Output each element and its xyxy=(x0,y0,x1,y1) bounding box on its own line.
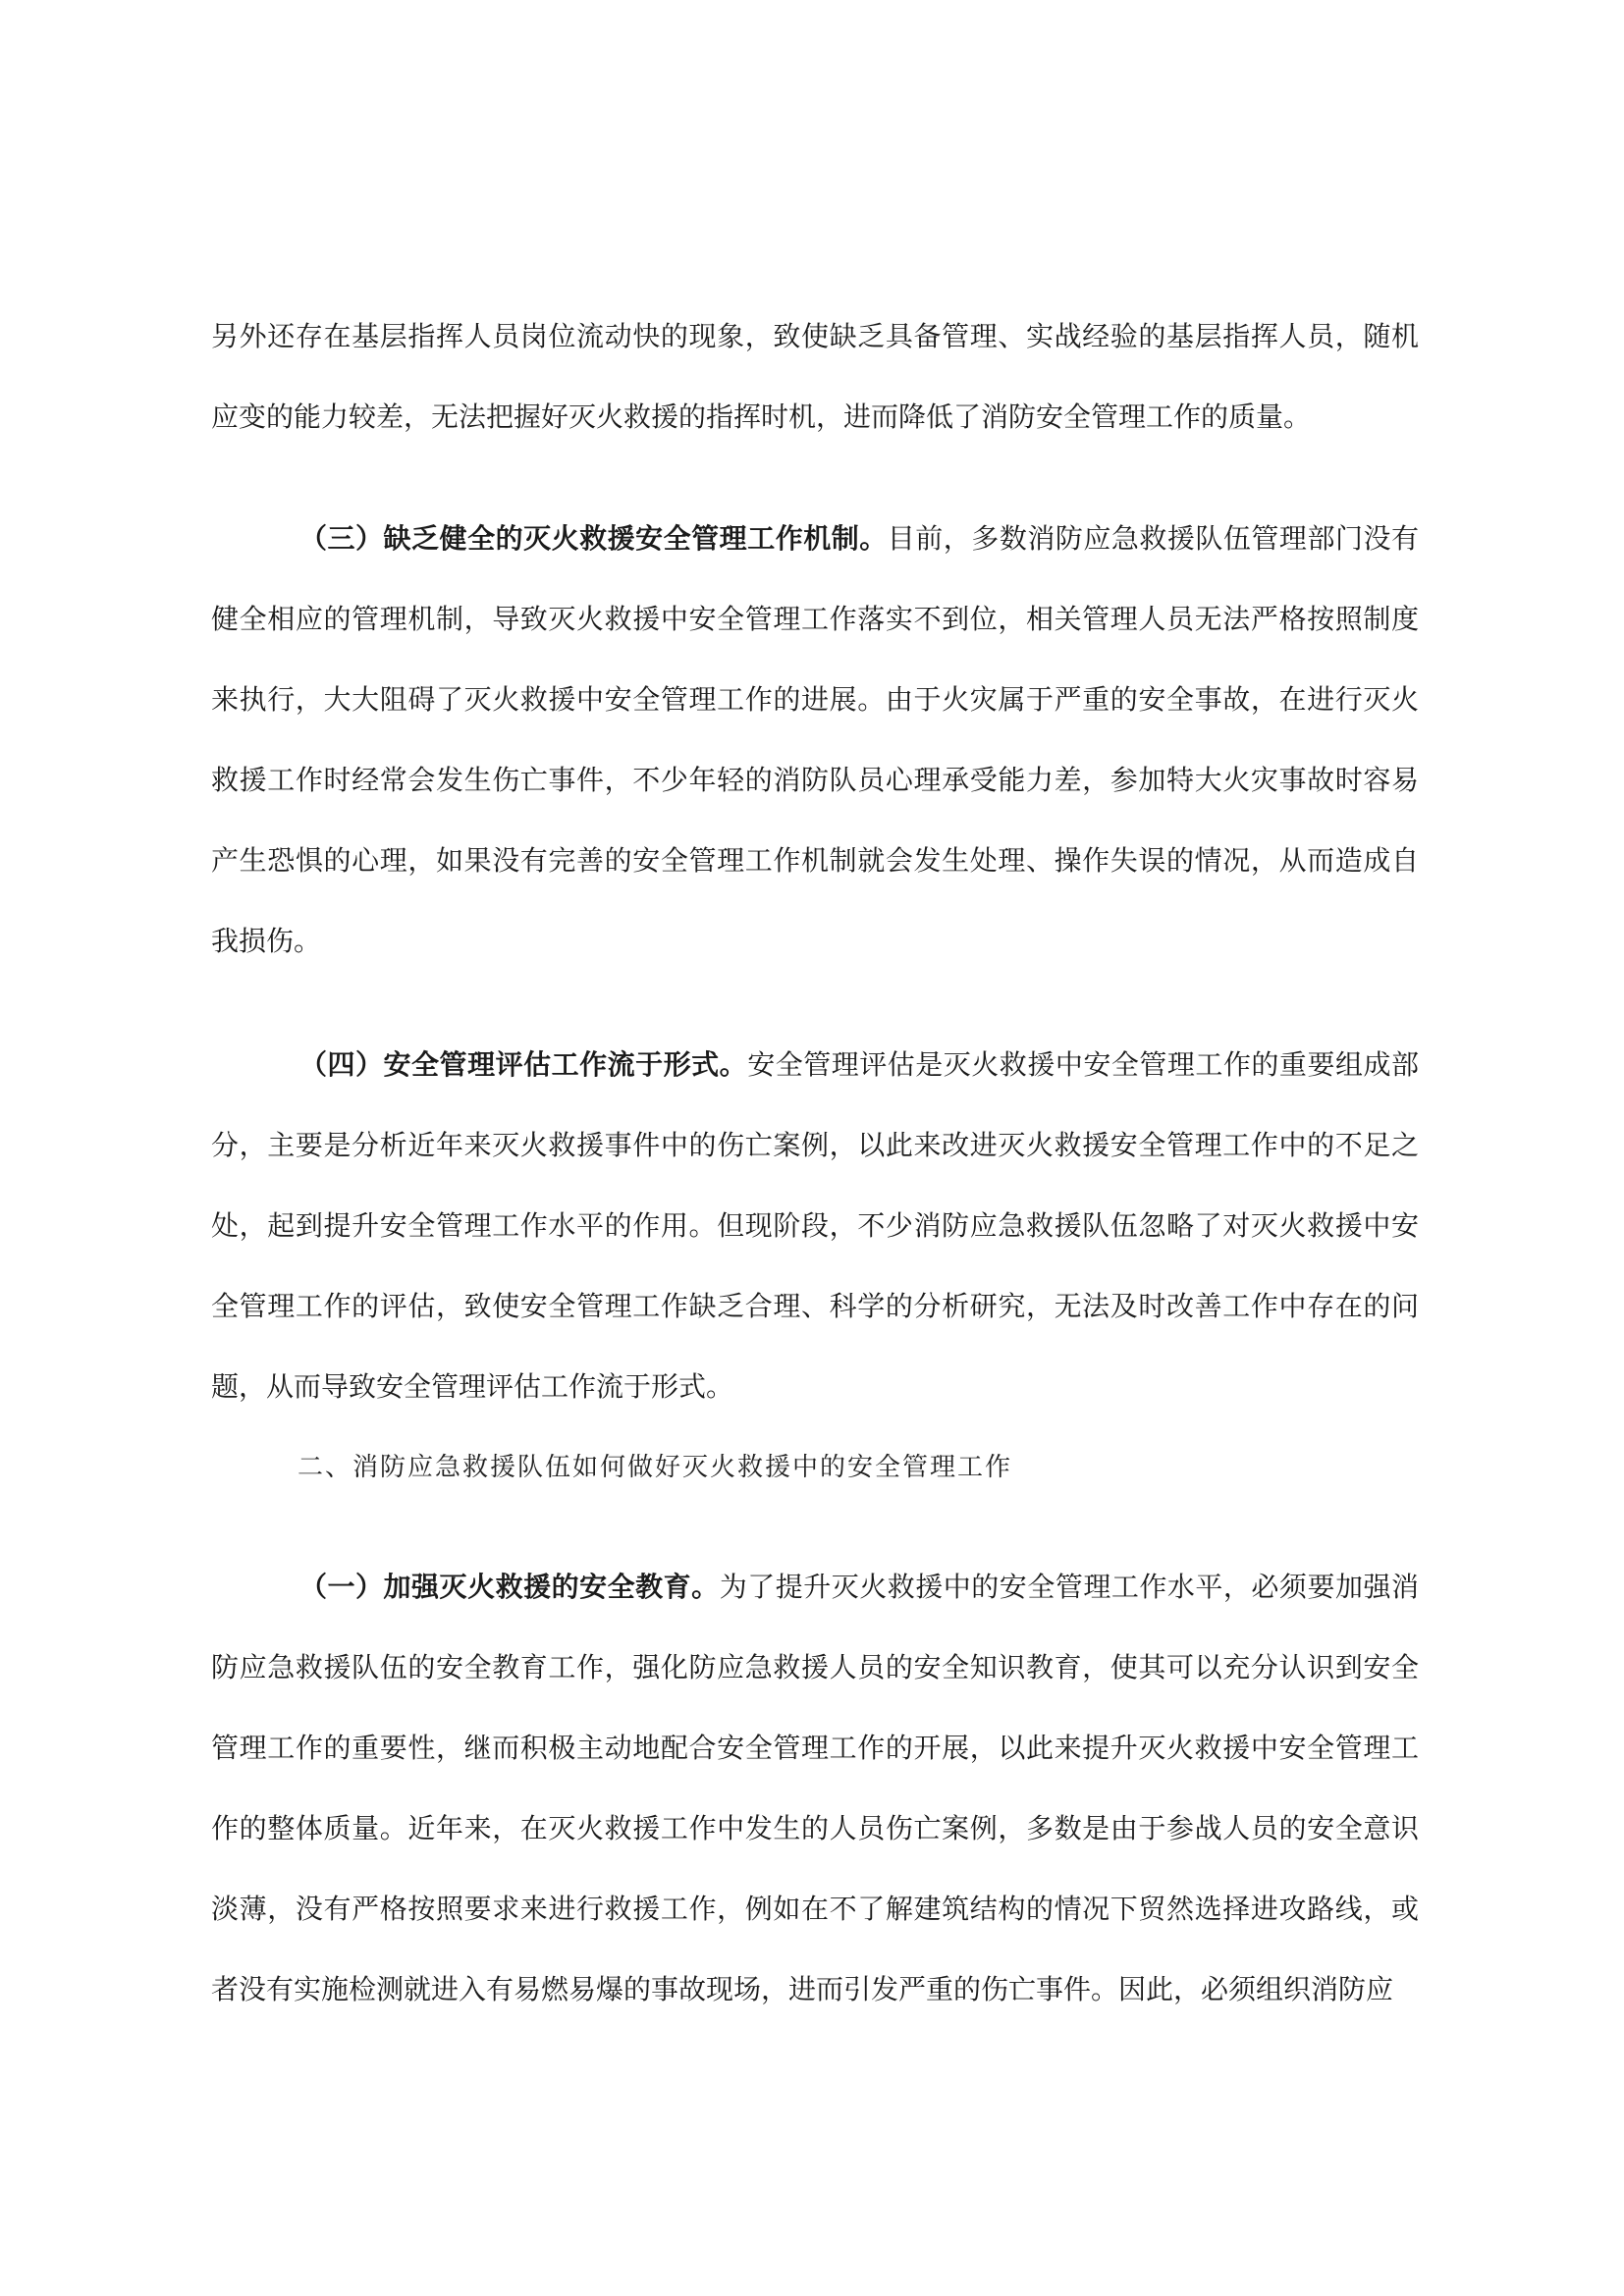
paragraph-text: 目前，多数消防应急救援队伍管理部门没有健全相应的管理机制，导致灭火救援中安全管理工作落实不到位，相关管理人员无法严格按照制度来执行，大大阻碍了灭火救援中安全管理工作的进展。由于火灾属于严重的安全事故，在进行灭火救援工作时经常会发生伤亡事件，不少年轻的消防队员心理承受能力差，参加特大火灾事故时容易产生恐惧的心理，如果没有完善的安全管理工作机制就会发生处理、操作失误的情况，从而造成自我损伤。 xyxy=(211,522,1419,957)
paragraph-lead: （三）缺乏健全的灭火救援安全管理工作机制。 xyxy=(299,522,888,555)
paragraph-section-1 xyxy=(211,1547,1419,2030)
paragraph-section-3 xyxy=(211,499,1419,982)
paragraph-text: 为了提升灭火救援中的安全管理工作水平，必须要加强消防应急救援队伍的安全教育工作，强化防应急救援人员的安全知识教育，使其可以充分认识到安全管理工作的重要性，继而积极主动地配合安全管理工作的开展，以此来提升灭火救援中安全管理工作的整体质量。近年来，在灭火救援工作中发生的人员伤亡案例，多数是由于参战人员的安全意识淡薄，没有严格按照要求来进行救援工作，例如在不了解建筑结构的情况下贸然选择进攻路线，或者没有实施检测就进入有易燃易爆的事故现场，进而引发严重的伤亡事件。因此，必须组织消防应 xyxy=(211,1571,1419,2005)
paragraph-text: 安全管理评估是灭火救援中安全管理工作的重要组成部分，主要是分析近年来灭火救援事件中的伤亡案例，以此来改进灭火救援安全管理工作中的不足之处，起到提升安全管理工作水平的作用。但现阶段，不少消防应急救援队伍忽略了对灭火救援中安全管理工作的评估，致使安全管理工作缺乏合理、科学的分析研究，无法及时改善工作中存在的问题，从而导致安全管理评估工作流于形式。 xyxy=(211,1048,1419,1403)
paragraph-continued xyxy=(211,296,1419,457)
paragraph-lead: （四）安全管理评估工作流于形式。 xyxy=(299,1048,748,1081)
document-body xyxy=(211,296,1419,2030)
section-heading: 二、消防应急救援队伍如何做好灭火救援中的安全管理工作 xyxy=(298,1453,1013,1482)
paragraph-section-4 xyxy=(211,1025,1419,1427)
paragraph-text: 另外还存在基层指挥人员岗位流动快的现象，致使缺乏具备管理、实战经验的基层指挥人员，随机应变的能力较差，无法把握好灭火救援的指挥时机，进而降低了消防安全管理工作的质量。 xyxy=(211,320,1419,433)
paragraph-lead: （一）加强灭火救援的安全教育。 xyxy=(299,1571,720,1603)
